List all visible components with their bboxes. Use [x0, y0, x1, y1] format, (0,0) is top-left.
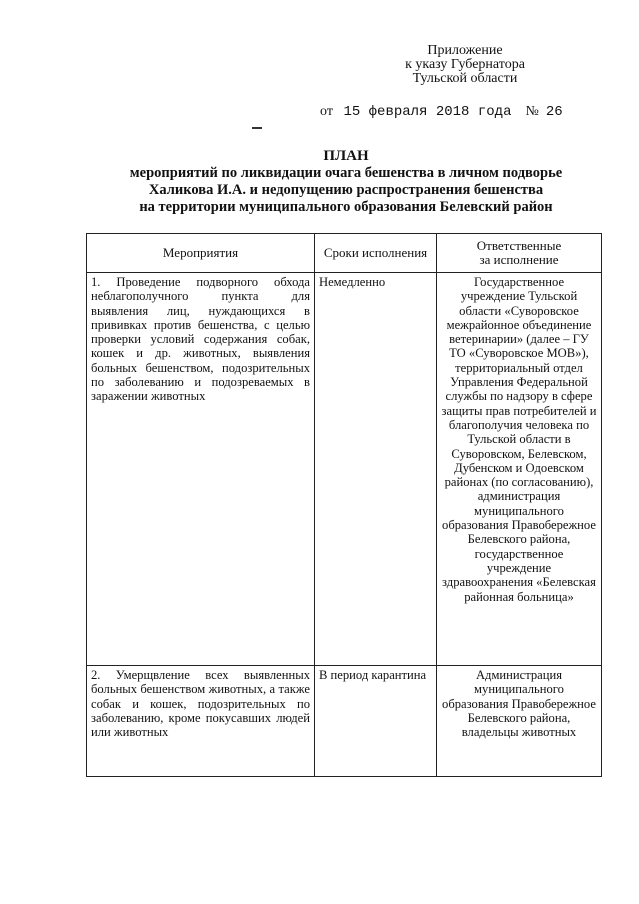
header-responsible [437, 234, 602, 273]
appendix-line-1: Приложение [427, 43, 503, 58]
decree-number: 26 [545, 104, 563, 120]
appendix-line-2: к указу Губернатора [405, 57, 525, 72]
table-header-row [87, 234, 602, 273]
header-deadlines: Сроки исполнения [315, 234, 437, 273]
plan-table [86, 233, 602, 777]
row-deadline: Немедленно [315, 273, 437, 666]
decree-date: 15 февраля 2018 года [343, 104, 512, 120]
row-activity: 1. Проведение подворного обхода неблагополучного пункта для выявления лиц, нуждающихся в прививках против бешенства, с целью проверки условий содержания собак, кошек и др. животных, выявления больных бешенством, подозрительных по заболеванию и подозреваемых в заражении животных [87, 273, 315, 666]
header-responsible-line-2: за исполнение [479, 252, 559, 267]
table-row [87, 666, 602, 777]
header-responsible-line-1: Ответственные [476, 237, 562, 253]
document-title [90, 148, 602, 216]
header-activities: Мероприятия [87, 234, 315, 273]
title-line-1: мероприятий по ликвидации очага бешенства в личном подворье [129, 165, 563, 181]
table-row [87, 273, 602, 666]
title-heading: ПЛАН [323, 148, 369, 164]
title-line-2: Халикова И.А. и недопущению распространения бешенства [148, 182, 544, 198]
row-responsible: Государственное учреждение Тульской области «Суворовское межрайонное объединение ветеринарии» (далее – ГУ ТО «Суворовское МОВ»), территориальный отдел Управления Федеральной службы по надзору в сфере защиты прав потребителей и благополучия человека по Тульской области в Суворовском, Белевском, Дубенском и Одоевском районах (по согласованию), администрация муниципального образования Правобережное Белевского района, государственное учреждение здравоохранения «Белевская районная больница» [437, 273, 602, 666]
decree-number-label: № [525, 104, 539, 119]
row-activity: 2. Умерщвление всех выявленных больных бешенством животных, а также собак и кошек, подозрительных по заболеванию, кроме покусавших людей или животных [87, 666, 315, 777]
row-deadline: В период карантина [315, 666, 437, 777]
decree-reference [320, 104, 563, 120]
appendix-line-3: Тульской области [412, 71, 518, 86]
scan-mark [252, 127, 262, 129]
row-responsible: Администрация муниципального образования Правобережное Белевского района, владельцы животных [437, 666, 602, 777]
decree-from-label: от [320, 104, 333, 119]
title-line-3: на территории муниципального образования Белевский район [139, 199, 553, 215]
appendix-block [380, 44, 550, 86]
